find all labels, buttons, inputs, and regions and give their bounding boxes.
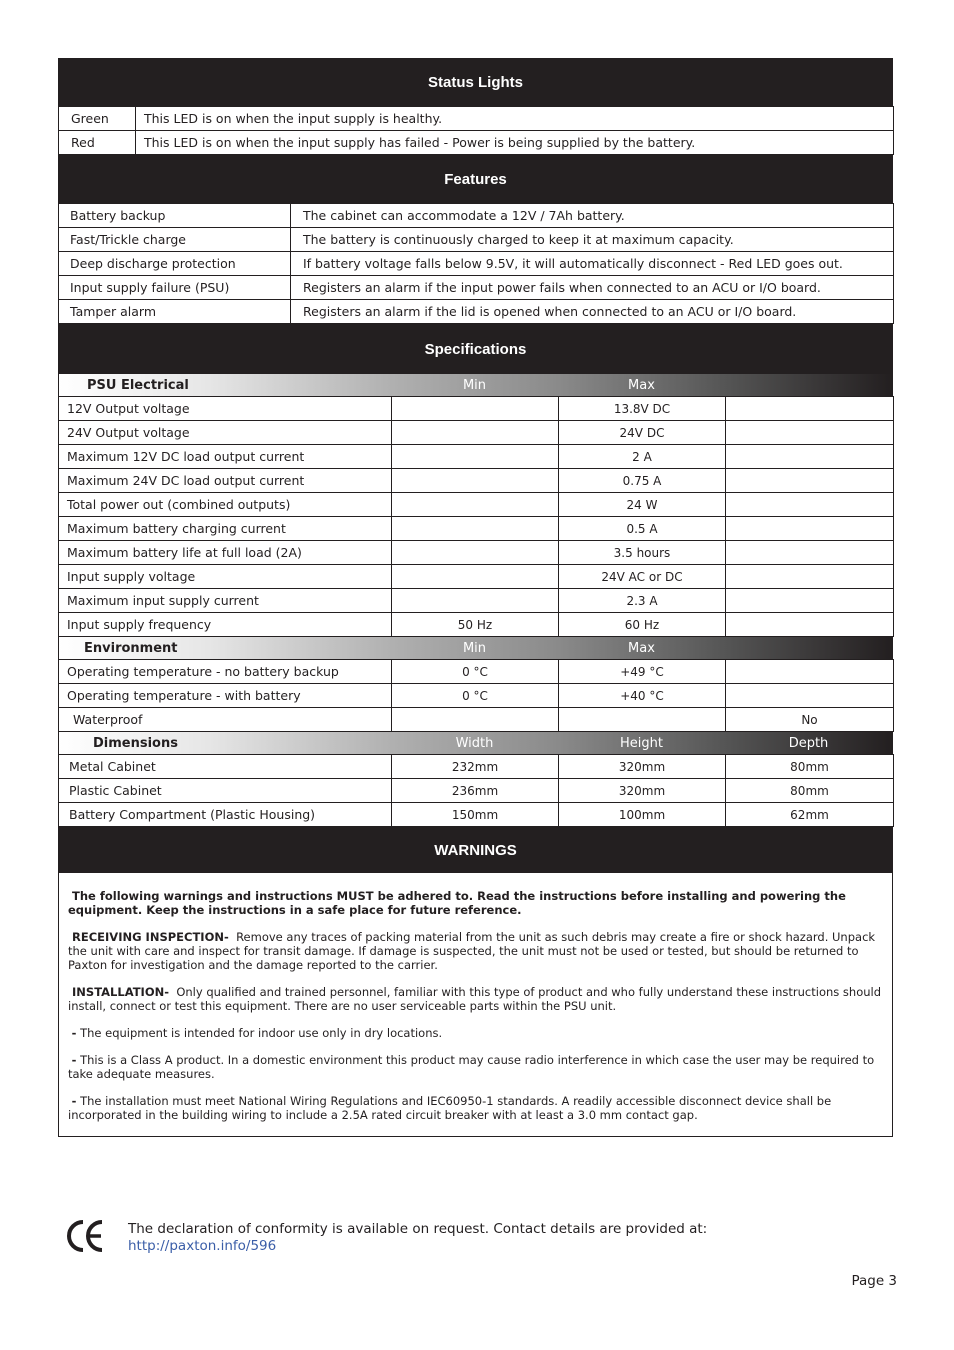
warning-bullet: - This is a Class A product. In a domestic environment this product may cause radio interference in which case the user may be required to take adequate measures. [68, 1053, 875, 1081]
conformity-declaration [128, 1221, 707, 1255]
column-header-min: Min [462, 640, 487, 656]
warnings-heading: WARNINGS [58, 827, 893, 873]
spec-max: 0.75 A [559, 469, 726, 493]
status-label-green: Green [59, 107, 136, 131]
table-row [59, 708, 894, 732]
table-row [59, 565, 894, 589]
environment-table [58, 659, 894, 732]
table-row [59, 589, 894, 613]
spec-extra [726, 541, 894, 565]
status-label-red: Red [59, 131, 136, 155]
subheading-label: PSU Electrical [87, 377, 189, 393]
installation-label: INSTALLATION- [72, 985, 170, 999]
spec-width: 150mm [392, 803, 559, 827]
declaration-text: The declaration of conformity is available on request. Contact details are provided at: [128, 1221, 708, 1237]
subheading-label: Environment [84, 640, 178, 656]
spec-min [392, 469, 559, 493]
spec-max: 24V DC [559, 421, 726, 445]
spec-label: Maximum 12V DC load output current [59, 445, 392, 469]
spec-min [392, 565, 559, 589]
spec-max: 2 A [559, 445, 726, 469]
table-row [59, 613, 894, 637]
spec-extra [726, 397, 894, 421]
column-header-extra [725, 637, 892, 659]
spec-max [559, 708, 726, 732]
psu-electrical-table [58, 396, 894, 637]
spec-min [392, 541, 559, 565]
spec-min [392, 397, 559, 421]
table-row [59, 131, 894, 155]
spec-label: Maximum input supply current [59, 589, 392, 613]
column-header-width: Width [455, 735, 494, 751]
table-row [59, 779, 894, 803]
dimensions-table [58, 754, 894, 827]
feature-label: Battery backup [59, 204, 291, 228]
spec-label: Maximum battery life at full load (2A) [59, 541, 392, 565]
table-row [59, 755, 894, 779]
spec-height: 320mm [559, 755, 726, 779]
status-desc-red: This LED is on when the input supply has failed - Power is being supplied by the battery. [136, 131, 894, 155]
spec-label: Waterproof [59, 708, 392, 732]
table-row [59, 397, 894, 421]
installation [68, 985, 882, 1013]
spec-label: Total power out (combined outputs) [59, 493, 392, 517]
warning-bullet: - The equipment is intended for indoor use only in dry locations. [71, 1026, 443, 1040]
table-row [59, 252, 894, 276]
table-row [59, 300, 894, 324]
column-header-height: Height [620, 735, 663, 751]
datasheet-page [58, 58, 893, 1137]
spec-label: Input supply frequency [59, 613, 392, 637]
spec-max: 24 W [559, 493, 726, 517]
spec-extra [726, 565, 894, 589]
feature-label: Tamper alarm [59, 300, 291, 324]
spec-width: 232mm [392, 755, 559, 779]
column-header-max: Max [628, 377, 655, 393]
spec-label: Operating temperature - with battery [59, 684, 392, 708]
dimensions-subheading [58, 732, 893, 754]
spec-max: 60 Hz [559, 613, 726, 637]
spec-extra [726, 421, 894, 445]
spec-min [392, 421, 559, 445]
column-header-extra [725, 374, 892, 396]
spec-depth: 80mm [726, 779, 894, 803]
spec-extra: No [726, 708, 894, 732]
specifications-heading: Specifications [58, 324, 893, 374]
table-row [59, 445, 894, 469]
features-table [58, 203, 894, 324]
spec-max: 24V AC or DC [559, 565, 726, 589]
table-row [59, 204, 894, 228]
psu-electrical-subheading [58, 374, 893, 396]
features-heading: Features [58, 155, 893, 203]
spec-extra [726, 613, 894, 637]
spec-extra [726, 445, 894, 469]
table-row [59, 541, 894, 565]
column-header-min: Min [462, 377, 487, 393]
spec-max: 13.8V DC [559, 397, 726, 421]
warnings-intro: The following warnings and instructions MUST be adhered to. Read the instructions before installing and powering the equipment. Keep the instructions in a safe place for future reference. [68, 889, 846, 917]
table-row [59, 107, 894, 131]
feature-desc: The cabinet can accommodate a 12V / 7Ah battery. [291, 204, 894, 228]
table-row [59, 803, 894, 827]
table-row [59, 421, 894, 445]
receiving-inspection [68, 930, 882, 972]
spec-min [392, 517, 559, 541]
table-row [59, 493, 894, 517]
spec-max: 2.3 A [559, 589, 726, 613]
feature-desc: Registers an alarm if the input power fails when connected to an ACU or I/O board. [291, 276, 894, 300]
spec-min [392, 589, 559, 613]
spec-label: Metal Cabinet [59, 755, 392, 779]
feature-label: Fast/Trickle charge [59, 228, 291, 252]
feature-desc: If battery voltage falls below 9.5V, it will automatically disconnect - Red LED goes out. [291, 252, 894, 276]
status-desc-green: This LED is on when the input supply is healthy. [136, 107, 894, 131]
spec-height: 320mm [559, 779, 726, 803]
status-lights-table [58, 106, 894, 155]
conformity-link[interactable]: http://paxton.info/596 [128, 1238, 277, 1254]
spec-depth: 62mm [726, 803, 894, 827]
spec-max: 3.5 hours [559, 541, 726, 565]
spec-min: 0 °C [392, 684, 559, 708]
warnings-body [58, 873, 893, 1137]
spec-height: 100mm [559, 803, 726, 827]
spec-max: +49 °C [559, 660, 726, 684]
page-number: Page 3 [851, 1273, 897, 1289]
spec-label: Battery Compartment (Plastic Housing) [59, 803, 392, 827]
spec-min [392, 708, 559, 732]
column-header-depth: Depth [788, 735, 829, 751]
spec-extra [726, 469, 894, 493]
spec-label: 12V Output voltage [59, 397, 392, 421]
table-row [59, 228, 894, 252]
spec-max: 0.5 A [559, 517, 726, 541]
ce-mark-icon [66, 1219, 106, 1253]
spec-extra [726, 517, 894, 541]
environment-subheading [58, 637, 893, 659]
spec-label: Input supply voltage [59, 565, 392, 589]
spec-width: 236mm [392, 779, 559, 803]
spec-min [392, 493, 559, 517]
subheading-label: Dimensions [93, 735, 178, 751]
feature-desc: The battery is continuously charged to keep it at maximum capacity. [291, 228, 894, 252]
table-row [59, 276, 894, 300]
installation-text: Only qualified and trained personnel, familiar with this type of product and who fully understand these instructions should install, connect or test this equipment. There are no user serviceable parts within the PSU unit. [68, 985, 882, 1013]
spec-label: Plastic Cabinet [59, 779, 392, 803]
table-row [59, 469, 894, 493]
receiving-inspection-label: RECEIVING INSPECTION- [72, 930, 229, 944]
spec-label: Maximum battery charging current [59, 517, 392, 541]
spec-max: +40 °C [559, 684, 726, 708]
spec-extra [726, 589, 894, 613]
feature-desc: Registers an alarm if the lid is opened when connected to an ACU or I/O board. [291, 300, 894, 324]
spec-extra [726, 493, 894, 517]
status-lights-heading: Status Lights [58, 58, 893, 106]
feature-label: Input supply failure (PSU) [59, 276, 291, 300]
spec-min [392, 445, 559, 469]
spec-min: 0 °C [392, 660, 559, 684]
table-row [59, 660, 894, 684]
feature-label: Deep discharge protection [59, 252, 291, 276]
spec-extra [726, 684, 894, 708]
warning-bullet: - The installation must meet National Wiring Regulations and IEC60950-1 standards. A readily accessible disconnect device shall be incorporated in the building wiring to include a 2.5A rated circuit breaker with at least a 3.0 mm contact gap. [68, 1094, 832, 1122]
receiving-inspection-text: Remove any traces of packing material from the unit as such debris may create a fire or shock hazard. Unpack the unit with care and inspect for transit damage. If damage is suspected, the unit must not be used or tested, but should be returned to Paxton for investigation and the damage reported to the carrier. [68, 930, 876, 972]
spec-min: 50 Hz [392, 613, 559, 637]
spec-extra [726, 660, 894, 684]
spec-label: Operating temperature - no battery backup [59, 660, 392, 684]
table-row [59, 684, 894, 708]
column-header-max: Max [628, 640, 655, 656]
spec-label: Maximum 24V DC load output current [59, 469, 392, 493]
spec-depth: 80mm [726, 755, 894, 779]
table-row [59, 517, 894, 541]
spec-label: 24V Output voltage [59, 421, 392, 445]
